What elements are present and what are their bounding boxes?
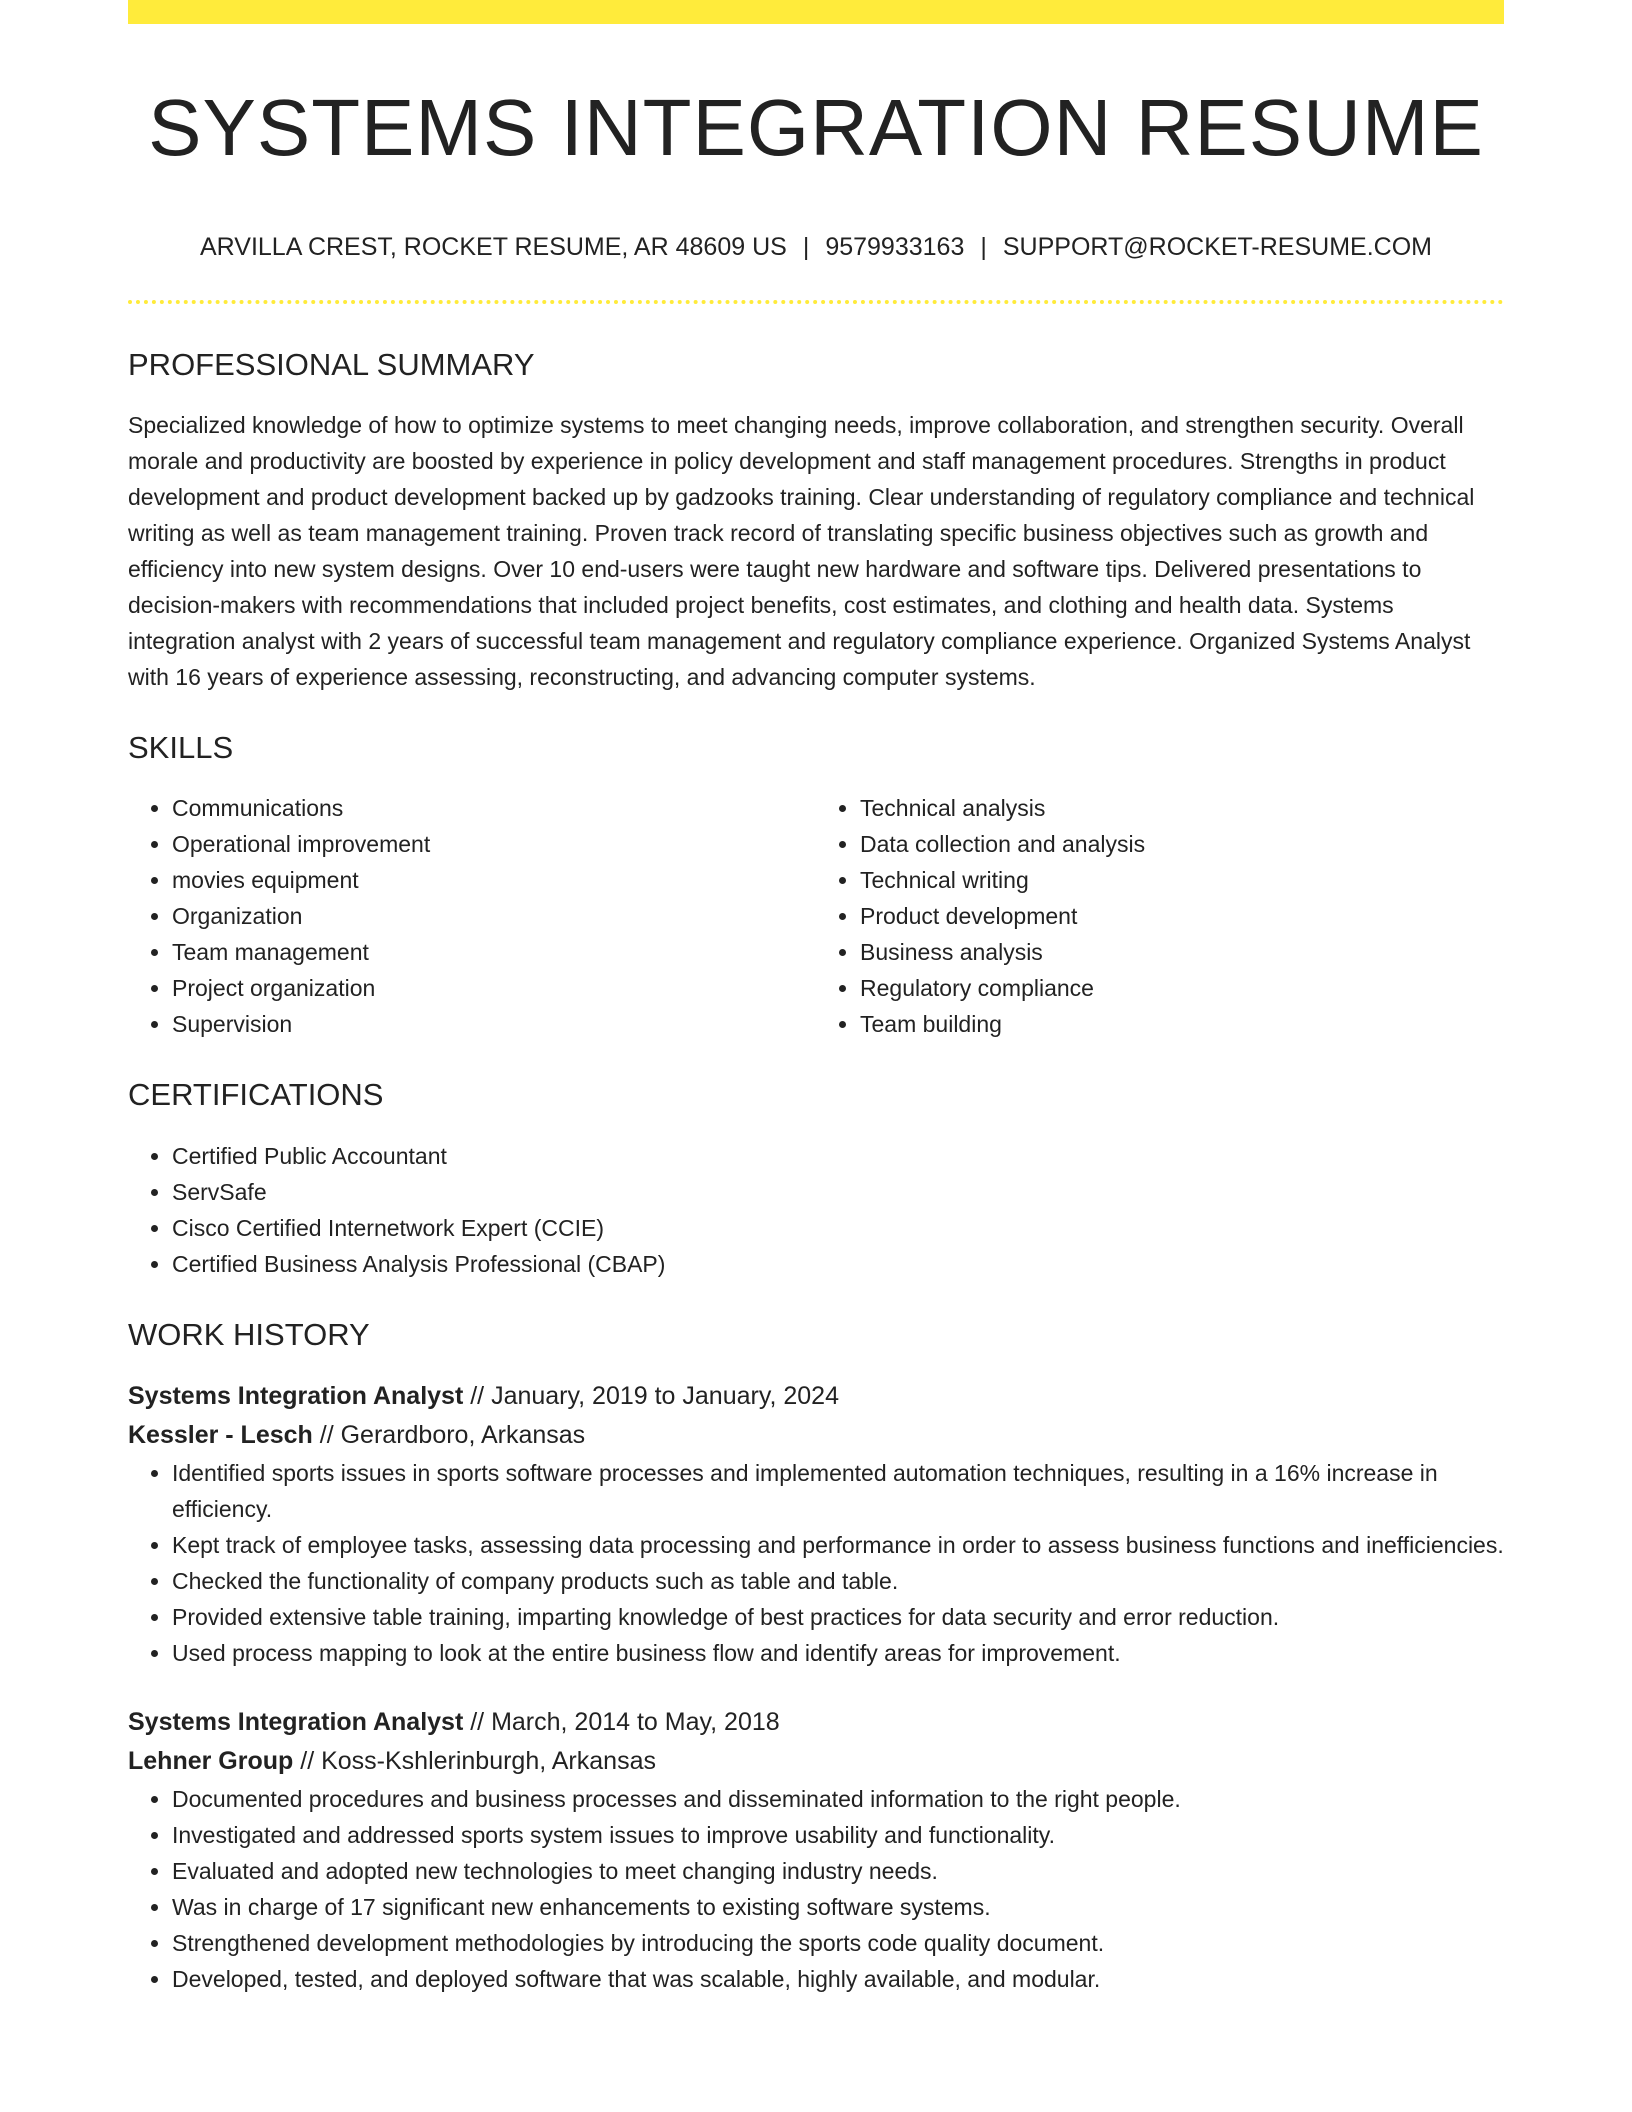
skill-item: • Product development	[860, 898, 1504, 934]
job-company: Kessler - Lesch	[128, 1420, 313, 1449]
contact-address: ARVILLA CREST, ROCKET RESUME, AR 48609 US	[200, 233, 787, 261]
skills-list-right	[816, 790, 1504, 1042]
skill-item: • Communications	[172, 790, 816, 826]
job-bullet: • Provided extensive table training, imparting knowledge of best practices for data security and error reduction.	[172, 1599, 1504, 1635]
job-bullet: • Kept track of employee tasks, assessing data processing and performance in order to assess business functions and inefficiencies.	[172, 1527, 1504, 1563]
job-location: // Koss-Kshlerinburgh, Arkansas	[293, 1746, 656, 1775]
skills-columns	[128, 790, 1504, 1042]
job-bullet: • Used process mapping to look at the entire business flow and identify areas for improvement.	[172, 1635, 1504, 1671]
job-dates: // March, 2014 to May, 2018	[463, 1707, 780, 1736]
skill-item: • Operational improvement	[172, 826, 816, 862]
job-location: // Gerardboro, Arkansas	[312, 1420, 586, 1449]
job-company-line	[128, 1416, 1504, 1455]
contact-separator: |	[802, 233, 810, 261]
job-header	[128, 1377, 1504, 1455]
job-bullets	[128, 1781, 1504, 1997]
contact-phone: 9579933163	[825, 233, 965, 261]
skill-item: • Supervision	[172, 1006, 816, 1042]
skill-item: • Data collection and analysis	[860, 826, 1504, 862]
job-dates: // January, 2019 to January, 2024	[463, 1381, 839, 1410]
job-title-line	[128, 1703, 1504, 1742]
certifications-list	[128, 1138, 1504, 1282]
job-bullet: • Identified sports issues in sports software processes and implemented automation techniques, resulting in a 16% increase in efficiency.	[172, 1455, 1504, 1527]
skill-item: • movies equipment	[172, 862, 816, 898]
job-bullet: • Checked the functionality of company products such as table and table.	[172, 1563, 1504, 1599]
job-bullet: • Was in charge of 17 significant new enhancements to existing software systems.	[172, 1889, 1504, 1925]
certification-item: • Certified Business Analysis Professional (CBAP)	[172, 1246, 1504, 1282]
job-title: Systems Integration Analyst	[128, 1381, 464, 1410]
skill-item: • Regulatory compliance	[860, 970, 1504, 1006]
skill-item: • Team building	[860, 1006, 1504, 1042]
job-bullet: • Evaluated and adopted new technologies to meet changing industry needs.	[172, 1853, 1504, 1889]
top-accent-bar	[128, 0, 1504, 24]
skill-item: • Project organization	[172, 970, 816, 1006]
job-company-line	[128, 1742, 1504, 1781]
section-title-skills: SKILLS	[128, 730, 234, 766]
job-bullets	[128, 1455, 1504, 1671]
resume-title: SYSTEMS INTEGRATION RESUME	[148, 83, 1484, 172]
job-bullet: • Investigated and addressed sports system issues to improve usability and functionality.	[172, 1817, 1504, 1853]
contact-email: SUPPORT@ROCKET-RESUME.COM	[1002, 233, 1432, 261]
skill-item: • Organization	[172, 898, 816, 934]
job-company: Lehner Group	[128, 1746, 294, 1775]
job-title-line	[128, 1377, 1504, 1416]
skill-item: • Technical analysis	[860, 790, 1504, 826]
summary-text: Specialized knowledge of how to optimize systems to meet changing needs, improve collaboration, and strengthen security. Overall morale and productivity are boosted by experience in policy development and staff management procedures. Strengths in product development and product development backed up by gadzooks training. Clear understanding of regulatory compliance and technical writing as well as team management training. Proven track record of translating specific business objectives such as growth and efficiency into new system designs. Over 10 end-users were taught new hardware and software tips. Delivered presentations to decision-makers with recommendations that included project benefits, cost estimates, and clothing and health data. Systems integration analyst with 2 years of successful team management and regulatory compliance experience. Organized Systems Analyst with 16 years of experience assessing, reconstructing, and advancing computer systems.	[128, 412, 1475, 691]
skill-item: • Business analysis	[860, 934, 1504, 970]
certification-item: • Certified Public Accountant	[172, 1138, 1504, 1174]
skill-item: • Technical writing	[860, 862, 1504, 898]
section-title-work-history: WORK HISTORY	[128, 1316, 370, 1352]
certification-item: • ServSafe	[172, 1174, 1504, 1210]
job-header	[128, 1703, 1504, 1781]
job-title: Systems Integration Analyst	[128, 1707, 464, 1736]
section-title-summary: PROFESSIONAL SUMMARY	[128, 347, 535, 382]
job-bullet: • Documented procedures and business processes and disseminated information to the right people.	[172, 1781, 1504, 1817]
contact-separator: |	[980, 233, 987, 261]
job-bullet: • Strengthened development methodologies by introducing the sports code quality document.	[172, 1925, 1504, 1961]
skills-list-left	[128, 790, 816, 1042]
contact-line	[128, 232, 1504, 262]
resume-page	[128, 0, 1504, 1997]
certification-item: • Cisco Certified Internetwork Expert (CCIE)	[172, 1210, 1504, 1246]
dotted-divider	[128, 300, 1504, 304]
section-title-certifications: CERTIFICATIONS	[128, 1077, 384, 1113]
job-bullet: • Developed, tested, and deployed software that was scalable, highly available, and modular.	[172, 1961, 1504, 1997]
skill-item: • Team management	[172, 934, 816, 970]
